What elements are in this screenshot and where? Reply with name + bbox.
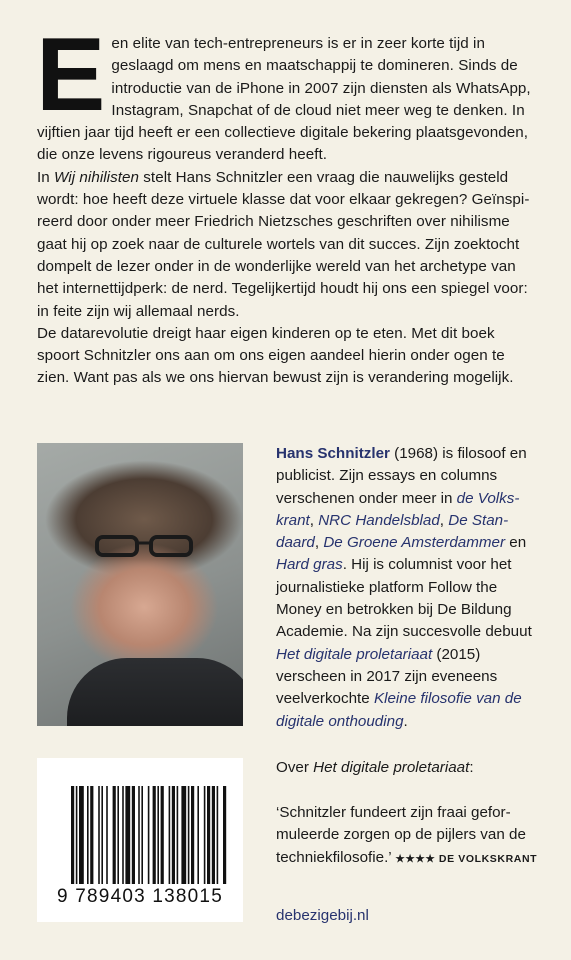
bio-text-1: (1968) is filosoof en publicist. Zijn essays en columns verschenen onder meer in	[276, 445, 527, 507]
barcode-bar	[138, 786, 140, 884]
barcode-bar	[98, 786, 100, 884]
drop-cap: E	[36, 17, 106, 133]
barcode-bar	[197, 786, 199, 884]
blurb	[36, 17, 537, 390]
barcode-bar	[181, 786, 186, 884]
barcode-bar	[113, 786, 116, 884]
barcode-bar	[157, 786, 159, 884]
author-photo	[37, 443, 243, 726]
bio-proletariaat: Het digitale proletariaat	[276, 645, 433, 663]
book-title-wij-nihilisten: Wij nihilisten	[54, 168, 140, 186]
blurb-paragraph-3: De datarevolutie dreigt haar eigen kinderen op te eten. Met dit boek spoort Schnitzler ons aan om ons eigen aandeel hierin onder ogen te zien. Want pas als we ons hiervan bewust zijn is verandering mogelijk.	[37, 324, 514, 387]
review-quote	[276, 802, 544, 870]
barcode-bar	[212, 786, 215, 884]
barcode-bar	[90, 786, 93, 884]
blurb-paragraph-1: en elite van tech-entrepreneurs is er in zeer korte tijd in geslaagd om mens en maatschappij te domineren. Sinds de introductie van de iPhone in 2007 zijn diensten als WhatsApp, Instagram, Snapchat of de cloud niet meer weg te denken. In vijftien jaar tijd heeft er een collectieve digitale bekering plaatsgevonden, die onze levens rigoureus veranderd heeft.	[37, 35, 531, 164]
bio-standaard: De Standaard	[276, 511, 509, 552]
barcode-bar	[191, 786, 194, 884]
quote-text: ‘Schnitzler fundeert zijn fraai geformuleerde zorgen op de pijlers van de techniekfilosofie.’	[276, 804, 526, 866]
review-heading-post: :	[469, 759, 474, 776]
barcode-bar	[153, 786, 156, 884]
bio-comma: ,	[309, 511, 319, 529]
barcode-bar	[87, 786, 89, 884]
bio-text-3: (2015) verscheen in 2017 zijn eveneens veelverkochte	[276, 645, 498, 708]
blurb-paragraph-2	[37, 167, 537, 323]
barcode-bar	[207, 786, 210, 884]
barcode-bar	[188, 786, 190, 884]
barcode-bar	[101, 786, 103, 884]
barcode-bar	[122, 786, 124, 884]
barcode-bar	[125, 786, 130, 884]
author-name: Hans Schnitzler	[276, 445, 390, 462]
barcode-bar	[132, 786, 135, 884]
barcode-bar	[71, 786, 74, 884]
glasses-shape	[95, 535, 193, 557]
barcode-bar	[172, 786, 175, 884]
barcode-bar	[79, 786, 84, 884]
barcode-bar	[169, 786, 171, 884]
review-heading-title: Het digitale proletariaat	[313, 759, 470, 776]
barcode-bar	[223, 786, 226, 884]
barcode-bar	[217, 786, 219, 884]
barcode-bar	[76, 786, 78, 884]
bio-period: .	[403, 712, 408, 730]
bio-kleine-filosofie: Kleine filosofie van de digitale onthouding	[276, 690, 522, 730]
author-jacket	[67, 658, 243, 726]
bio-volkskrant: de Volkskrant	[276, 489, 520, 529]
bio-comma: ,	[439, 511, 449, 529]
isbn-number: 9 789403 138015	[57, 886, 223, 907]
blurb-p2-pre: In	[37, 168, 55, 186]
barcode-bar	[141, 786, 143, 884]
bio-hardgras: Hard gras	[276, 556, 343, 574]
rating-stars: ★★★★	[395, 852, 436, 865]
bio-nrc: NRC Handelsblad	[318, 511, 440, 529]
review-heading	[276, 757, 541, 779]
blurb-p2-rest: stelt Hans Schnitzler een vraag die nauwelijks gesteld wordt: hoe heeft deze virtuele klasse dat voor elkaar gekregen? Geïnspireerd door onder meer Friedrich Nietzsches geschriften over nihilisme gaat hij op zoek naar de culturele wortels van dit succes. Zijn zoektocht dompelt de lezer onder in de wonderlijke wereld van het archetype van het internettijdperk: de nerd. Tegelijkertijd houdt hij ons een spiegel voor: in feite zijn wij allemaal nerds.	[37, 168, 530, 320]
bio-en: en	[505, 534, 527, 552]
barcode-bar	[177, 786, 179, 884]
barcode-bar	[161, 786, 164, 884]
bio-groene: De Groene Amsterdammer	[323, 534, 506, 552]
barcode-bar	[117, 786, 119, 884]
barcode	[37, 758, 243, 922]
barcode-bar	[204, 786, 206, 884]
bio-comma: ,	[314, 534, 324, 552]
quote-source: DE VOLKSKRANT	[438, 852, 538, 865]
barcode-bar	[148, 786, 150, 884]
publisher-website[interactable]: debezigebij.nl	[276, 907, 369, 924]
review-heading-pre: Over	[276, 759, 314, 776]
author-bio	[276, 443, 541, 733]
barcode-bar	[106, 786, 108, 884]
bio-text-2: . Hij is columnist voor het journalistieke platform Follow the Money en betrokken bij De Bildung Academie. Na zijn succesvolle debuut	[276, 556, 532, 641]
